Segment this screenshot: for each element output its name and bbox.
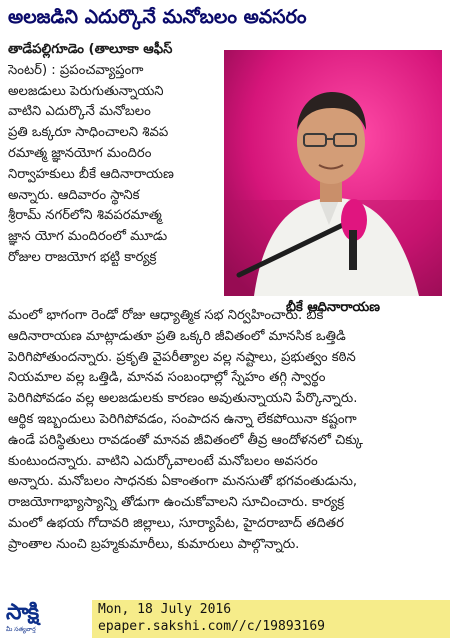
epaper-link[interactable]: epaper.sakshi.com//c/19893169 <box>98 619 325 634</box>
epaper-meta-band <box>92 600 450 638</box>
speaker-photo <box>224 50 442 296</box>
article-body <box>0 36 454 596</box>
article-line: మంలో ఉభయ గోదావరి జిల్లాలు, సూర్యాపేట, హైదరాబాద్ తదితర <box>8 515 344 531</box>
sakshi-logo <box>4 602 64 636</box>
article-line: వాటిని ఎదుర్కొనే మనోబలం <box>8 104 151 120</box>
article-line: ప్రతి ఒక్కరూ సాధించాలని శివప <box>8 125 169 141</box>
article-line: ఆర్థిక ఇబ్బందులు పెరిగిపోవడం, సంపాదన ఉన్నా లేకపోయినా కష్టంగా <box>8 411 357 427</box>
photo-block <box>224 50 442 320</box>
headline: అలజడిని ఎదుర్కొనే మనోబలం అవసరం <box>0 0 454 34</box>
article-line: అన్నారు. మనోబలం సాధనకు ఏకాంతంగా మనసుతో భగవంతుడును, <box>8 474 358 490</box>
article-line: శ్రీరామ్ నగర్‌లోని శివపరమాత్మ <box>8 208 162 224</box>
article-line: రోజుల రాజయోగ భట్టి కార్యక్ర <box>8 249 157 265</box>
logo-tagline: మీ సత్యవార్త <box>6 626 36 633</box>
article-line: ఆదినారాయణ మాట్లాడుతూ ప్రతి ఒక్కరి జీవితంలో మానసిక ఒత్తిడి <box>8 328 346 344</box>
left-column <box>8 40 218 269</box>
full-width-text <box>8 306 448 556</box>
article-line: రమాత్మ జ్ఞానయోగ మందిరం <box>8 145 152 161</box>
article-line: అన్నారు. ఆదివారం స్థానిక <box>8 187 140 203</box>
article-line: జ్ఞాన యోగ మందిరంలో మూడు <box>8 229 168 245</box>
article-line: సెంటర్) : ప్రపంచవ్యాప్తంగా <box>8 62 144 78</box>
article-line: అలజడులు పెరుగుతున్నాయని <box>8 83 164 99</box>
photo-caption: బీకే ఆదినారాయణ <box>285 300 381 315</box>
article-line: పెరిగిపోతుందన్నారు. ప్రకృతి వైపరీత్యాల వల్ల నష్టాలు, ప్రభుత్వం కఠిన <box>8 349 356 365</box>
article-line: పెరిగిపోవడం వల్ల అలజడులకు కారణం అవుతున్నాయని పేర్కొన్నారు. <box>8 391 358 407</box>
article-line: ఉండే పరిస్థితులు రావడంతో మానవ జీవితంలో తీవ్ర ఆందోళనలో చిక్కు <box>8 432 363 448</box>
article-line: కుంటుందన్నారు. వాటిని ఎదుర్కోవాలంటే మనోబలం అవసరం <box>8 453 318 469</box>
article-line: నిర్వాహకులు బీకే ఆదినారాయణ <box>8 166 174 182</box>
publish-date: Mon, 18 July 2016 <box>98 602 232 617</box>
article-line: ప్రాంతాల నుంచి బ్రహ్మకుమారీలు, కుమారులు పాల్గొన్నారు. <box>8 536 300 552</box>
footer <box>0 600 454 638</box>
article-line: నియమాల వల్ల ఒత్తిడి, మానవ సంబంధాల్లో స్నేహం తగ్గి స్వార్థం <box>8 370 326 386</box>
article-line: రాజయోగాభ్యాస్యాన్ని తోడుగా ఉంచుకోవాలని సూచించారు. కార్యక్ర <box>8 495 345 511</box>
logo-text: సాక్షి <box>6 600 39 625</box>
article-line: తాడేపల్లిగూడెం (తాలూకా ఆఫీస్ <box>8 42 173 57</box>
article-line: మంలో భాగంగా రెండో రోజు ఆధ్యాత్మిక సభ నిర్వహించారు. బీకే <box>8 308 324 323</box>
